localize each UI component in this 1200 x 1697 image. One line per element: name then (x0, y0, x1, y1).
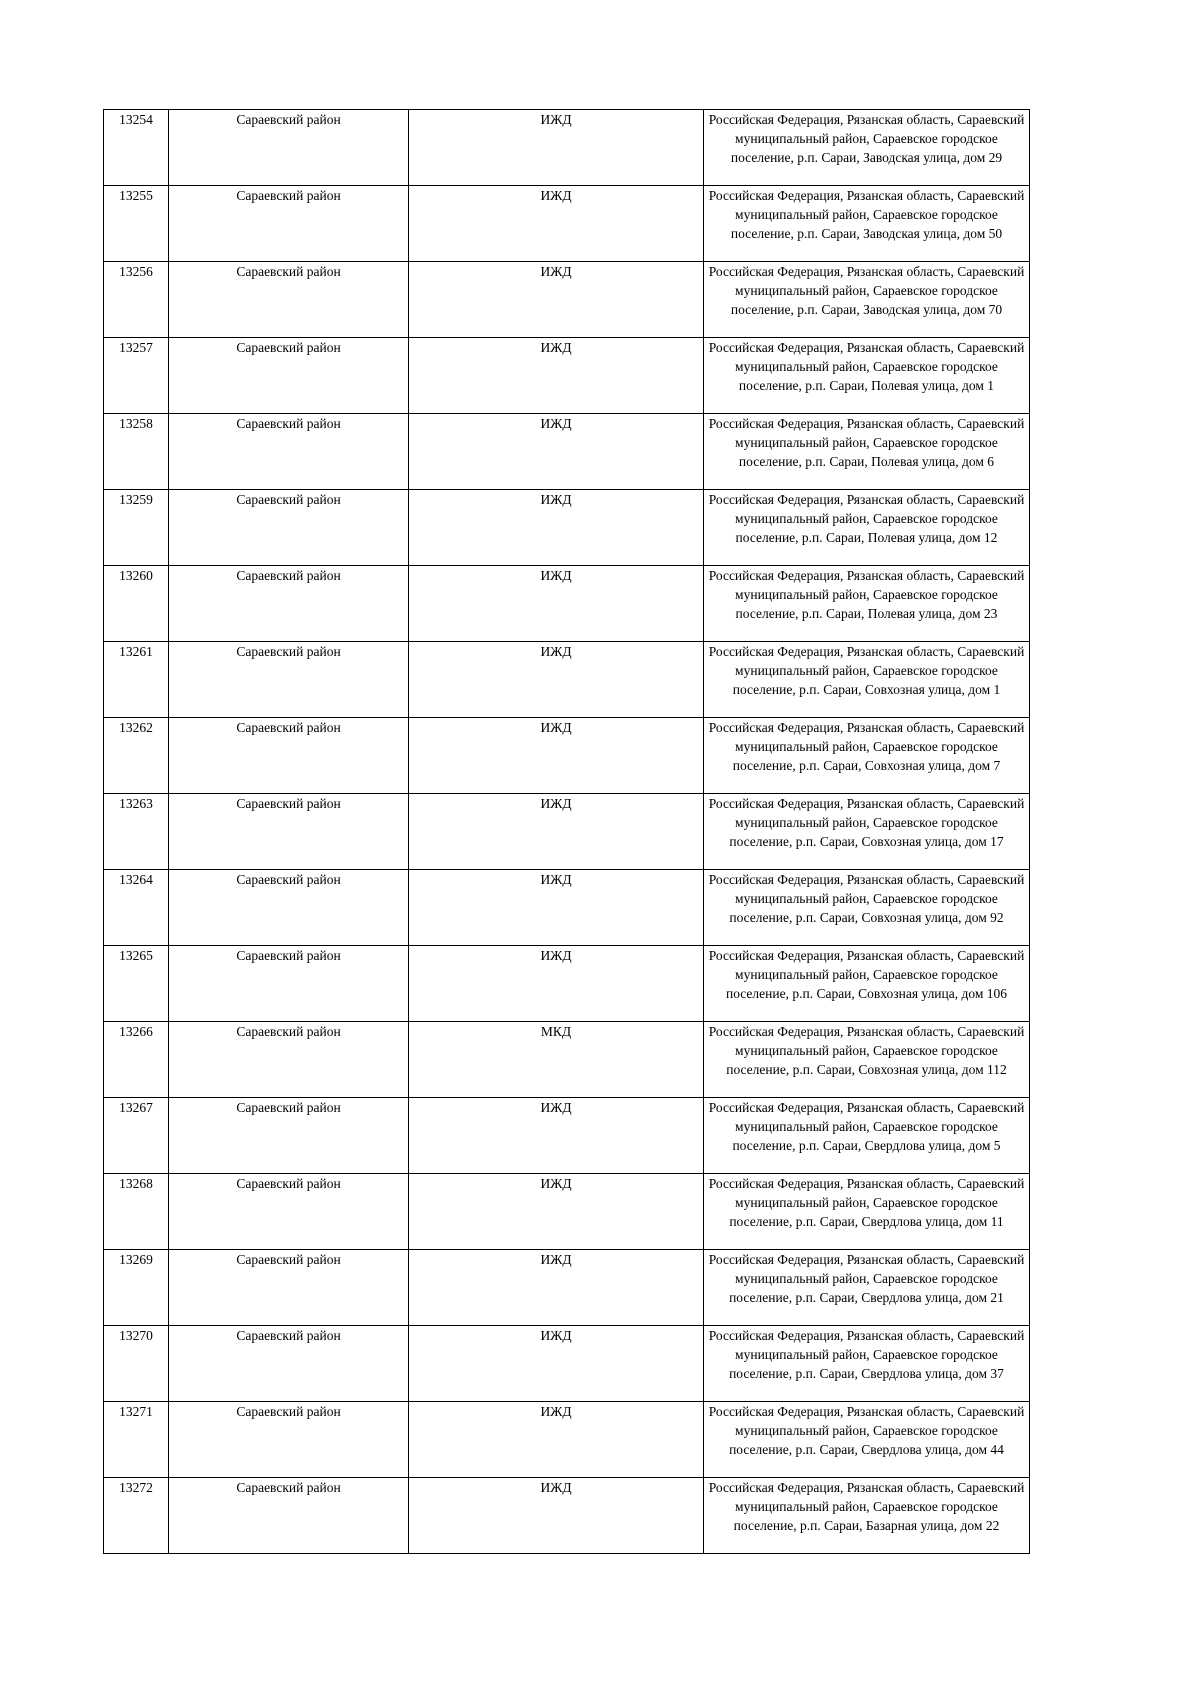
district-cell: Сараевский район (169, 1402, 409, 1478)
district-cell: Сараевский район (169, 262, 409, 338)
address-cell: Российская Федерация, Рязанская область, Сараевский муниципальный район, Сараевское городское поселение, р.п. Сараи, Свердлова улица, дом 5 (704, 1098, 1030, 1174)
row-number-cell: 13256 (104, 262, 169, 338)
address-table (103, 109, 1030, 1554)
row-number-cell: 13260 (104, 566, 169, 642)
row-number-cell: 13272 (104, 1478, 169, 1554)
address-cell: Российская Федерация, Рязанская область, Сараевский муниципальный район, Сараевское городское поселение, р.п. Сараи, Заводская улица, дом 50 (704, 186, 1030, 262)
district-cell: Сараевский район (169, 186, 409, 262)
row-number-cell: 13261 (104, 642, 169, 718)
row-number-cell: 13267 (104, 1098, 169, 1174)
district-cell: Сараевский район (169, 1326, 409, 1402)
row-number-cell: 13269 (104, 1250, 169, 1326)
address-cell: Российская Федерация, Рязанская область, Сараевский муниципальный район, Сараевское городское поселение, р.п. Сараи, Совхозная улица, дом 92 (704, 870, 1030, 946)
table-row (104, 1022, 1030, 1098)
building-type-cell: ИЖД (409, 566, 704, 642)
address-cell: Российская Федерация, Рязанская область, Сараевский муниципальный район, Сараевское городское поселение, р.п. Сараи, Свердлова улица, дом 44 (704, 1402, 1030, 1478)
address-cell: Российская Федерация, Рязанская область, Сараевский муниципальный район, Сараевское городское поселение, р.п. Сараи, Совхозная улица, дом 106 (704, 946, 1030, 1022)
table-row (104, 1174, 1030, 1250)
address-cell: Российская Федерация, Рязанская область, Сараевский муниципальный район, Сараевское городское поселение, р.п. Сараи, Свердлова улица, дом 11 (704, 1174, 1030, 1250)
address-cell: Российская Федерация, Рязанская область, Сараевский муниципальный район, Сараевское городское поселение, р.п. Сараи, Заводская улица, дом 70 (704, 262, 1030, 338)
row-number-cell: 13262 (104, 718, 169, 794)
district-cell: Сараевский район (169, 1478, 409, 1554)
table-row (104, 566, 1030, 642)
address-cell: Российская Федерация, Рязанская область, Сараевский муниципальный район, Сараевское городское поселение, р.п. Сараи, Заводская улица, дом 29 (704, 110, 1030, 186)
address-cell: Российская Федерация, Рязанская область, Сараевский муниципальный район, Сараевское городское поселение, р.п. Сараи, Полевая улица, дом 12 (704, 490, 1030, 566)
row-number-cell: 13264 (104, 870, 169, 946)
address-cell: Российская Федерация, Рязанская область, Сараевский муниципальный район, Сараевское городское поселение, р.п. Сараи, Совхозная улица, дом 17 (704, 794, 1030, 870)
district-cell: Сараевский район (169, 490, 409, 566)
table-row (104, 1326, 1030, 1402)
table-row (104, 414, 1030, 490)
row-number-cell: 13257 (104, 338, 169, 414)
row-number-cell: 13266 (104, 1022, 169, 1098)
address-cell: Российская Федерация, Рязанская область, Сараевский муниципальный район, Сараевское городское поселение, р.п. Сараи, Полевая улица, дом 1 (704, 338, 1030, 414)
building-type-cell: ИЖД (409, 1250, 704, 1326)
table-row (104, 642, 1030, 718)
table-row (104, 870, 1030, 946)
district-cell: Сараевский район (169, 946, 409, 1022)
row-number-cell: 13265 (104, 946, 169, 1022)
district-cell: Сараевский район (169, 870, 409, 946)
address-cell: Российская Федерация, Рязанская область, Сараевский муниципальный район, Сараевское городское поселение, р.п. Сараи, Полевая улица, дом 23 (704, 566, 1030, 642)
district-cell: Сараевский район (169, 1250, 409, 1326)
row-number-cell: 13268 (104, 1174, 169, 1250)
table-row (104, 1250, 1030, 1326)
building-type-cell: ИЖД (409, 1174, 704, 1250)
table-row (104, 1478, 1030, 1554)
table-row (104, 946, 1030, 1022)
building-type-cell: ИЖД (409, 1098, 704, 1174)
table-row (104, 1402, 1030, 1478)
table-row (104, 794, 1030, 870)
table-row (104, 490, 1030, 566)
row-number-cell: 13255 (104, 186, 169, 262)
address-cell: Российская Федерация, Рязанская область, Сараевский муниципальный район, Сараевское городское поселение, р.п. Сараи, Совхозная улица, дом 7 (704, 718, 1030, 794)
building-type-cell: ИЖД (409, 718, 704, 794)
row-number-cell: 13254 (104, 110, 169, 186)
table-row (104, 338, 1030, 414)
building-type-cell: ИЖД (409, 1478, 704, 1554)
building-type-cell: ИЖД (409, 110, 704, 186)
table-row (104, 262, 1030, 338)
row-number-cell: 13263 (104, 794, 169, 870)
district-cell: Сараевский район (169, 1022, 409, 1098)
address-table-body (104, 110, 1030, 1554)
building-type-cell: ИЖД (409, 262, 704, 338)
address-cell: Российская Федерация, Рязанская область, Сараевский муниципальный район, Сараевское городское поселение, р.п. Сараи, Совхозная улица, дом 1 (704, 642, 1030, 718)
district-cell: Сараевский район (169, 566, 409, 642)
district-cell: Сараевский район (169, 338, 409, 414)
row-number-cell: 13258 (104, 414, 169, 490)
building-type-cell: ИЖД (409, 1326, 704, 1402)
row-number-cell: 13259 (104, 490, 169, 566)
building-type-cell: ИЖД (409, 870, 704, 946)
district-cell: Сараевский район (169, 794, 409, 870)
building-type-cell: ИЖД (409, 186, 704, 262)
district-cell: Сараевский район (169, 110, 409, 186)
row-number-cell: 13271 (104, 1402, 169, 1478)
address-cell: Российская Федерация, Рязанская область, Сараевский муниципальный район, Сараевское городское поселение, р.п. Сараи, Свердлова улица, дом 37 (704, 1326, 1030, 1402)
building-type-cell: ИЖД (409, 1402, 704, 1478)
building-type-cell: ИЖД (409, 642, 704, 718)
district-cell: Сараевский район (169, 718, 409, 794)
building-type-cell: ИЖД (409, 946, 704, 1022)
building-type-cell: ИЖД (409, 794, 704, 870)
table-row (104, 186, 1030, 262)
district-cell: Сараевский район (169, 414, 409, 490)
table-row (104, 718, 1030, 794)
row-number-cell: 13270 (104, 1326, 169, 1402)
table-row (104, 1098, 1030, 1174)
building-type-cell: МКД (409, 1022, 704, 1098)
district-cell: Сараевский район (169, 1098, 409, 1174)
address-cell: Российская Федерация, Рязанская область, Сараевский муниципальный район, Сараевское городское поселение, р.п. Сараи, Свердлова улица, дом 21 (704, 1250, 1030, 1326)
address-cell: Российская Федерация, Рязанская область, Сараевский муниципальный район, Сараевское городское поселение, р.п. Сараи, Базарная улица, дом 22 (704, 1478, 1030, 1554)
table-row (104, 110, 1030, 186)
address-cell: Российская Федерация, Рязанская область, Сараевский муниципальный район, Сараевское городское поселение, р.п. Сараи, Совхозная улица, дом 112 (704, 1022, 1030, 1098)
building-type-cell: ИЖД (409, 338, 704, 414)
address-cell: Российская Федерация, Рязанская область, Сараевский муниципальный район, Сараевское городское поселение, р.п. Сараи, Полевая улица, дом 6 (704, 414, 1030, 490)
district-cell: Сараевский район (169, 642, 409, 718)
district-cell: Сараевский район (169, 1174, 409, 1250)
building-type-cell: ИЖД (409, 490, 704, 566)
building-type-cell: ИЖД (409, 414, 704, 490)
